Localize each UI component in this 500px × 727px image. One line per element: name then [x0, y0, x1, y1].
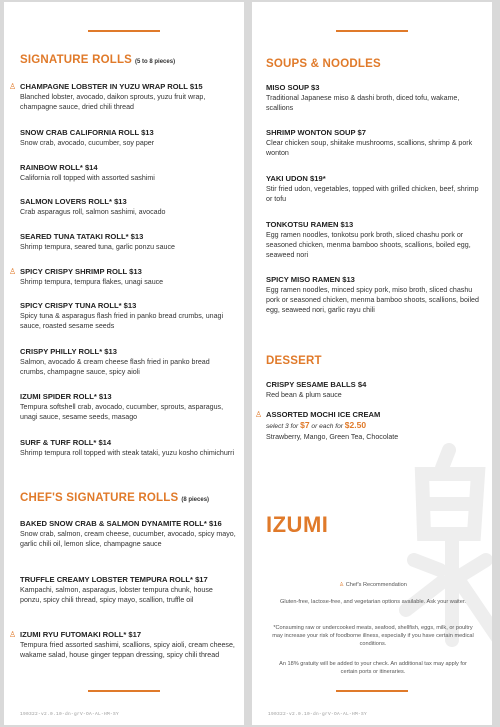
menu-item	[20, 197, 236, 217]
menu-item	[9, 630, 236, 660]
item-description: Kampachi, salmon, asparagus, lobster tempura chunk, house ponzu, spicy chili thread, spicy mayo, scallion, truffle oil	[20, 586, 213, 605]
menu-item	[20, 347, 236, 377]
item-description: Red bean & plum sauce	[266, 391, 342, 399]
item-description: Tempura softshell crab, avocado, cucumber, sprouts, asparagus, unagi sauce, sesame seeds, masago	[20, 403, 224, 422]
item-name: RAINBOW ROLL* $14	[20, 163, 98, 172]
menu-item	[9, 267, 236, 287]
item-description: Clear chicken soup, shiitake mushrooms, scallions, shrimp & pork wonton	[266, 139, 473, 158]
chef-recommendation-icon: ♙	[9, 267, 17, 276]
section-title-soups-noodles: SOUPS & NOODLES	[266, 58, 381, 70]
item-name: TONKOTSU RAMEN $13	[266, 220, 354, 229]
item-description: Strawberry, Mango, Green Tea, Chocolate	[266, 433, 399, 441]
menu-page-right	[252, 2, 492, 725]
top-rule	[88, 30, 160, 32]
chef-recommendation-legend: ♙ Chef's Recommendation	[339, 582, 407, 588]
bottom-rule	[88, 690, 160, 692]
item-name: SHRIMP WONTON SOUP $7	[266, 128, 367, 137]
item-name: BAKED SNOW CRAB & SALMON DYNAMITE ROLL* $16	[20, 519, 222, 528]
item-description: Shrimp tempura, seared tuna, garlic ponzu sauce	[20, 243, 175, 251]
footer-code: 190322-v2.0.10-dn-grV-OA-AL-HM-SY	[20, 712, 120, 717]
top-rule	[336, 30, 408, 32]
item-name: IZUMI SPIDER ROLL* $13	[20, 392, 112, 401]
item-name: ASSORTED MOCHI ICE CREAM	[266, 410, 381, 419]
item-name: SPICY CRISPY TUNA ROLL* $13	[20, 301, 137, 310]
bottom-rule	[336, 690, 408, 692]
menu-item-mochi	[255, 410, 484, 442]
item-name: CRISPY PHILLY ROLL* $13	[20, 347, 117, 356]
menu-item	[266, 275, 484, 316]
mochi-pricing: select 3 for $7 or each for $2.50	[266, 420, 367, 430]
menu-item	[20, 519, 236, 549]
menu-item	[266, 83, 484, 113]
section-title-signature-rolls: SIGNATURE ROLLS (5 to 8 pieces)	[20, 54, 176, 66]
raw-food-notice: *Consuming raw or undercooked meats, seafood, shellfish, eggs, milk, or poultry may increase your risk of foodborne illness, especially if you have certain medical conditions.	[272, 625, 474, 648]
section-title-chefs-signature-rolls: CHEF'S SIGNATURE ROLLS (8 pieces)	[20, 492, 210, 504]
section-title-dessert: DESSERT	[266, 355, 322, 367]
menu-item	[9, 82, 236, 112]
item-description: Blanched lobster, avocado, daikon sprouts, yuzu fruit wrap, champagne sauce, dried chili thread	[20, 93, 206, 112]
menu-item	[266, 174, 484, 204]
item-name: CHAMPAGNE LOBSTER IN YUZU WRAP ROLL $15	[20, 82, 203, 91]
item-name: CRISPY SESAME BALLS $4	[266, 380, 367, 389]
menu-item	[20, 301, 236, 331]
item-name: TRUFFLE CREAMY LOBSTER TEMPURA ROLL* $17	[20, 575, 208, 584]
footer-code: 190322-v2.0.10-dn-grV-OA-AL-HM-SY	[268, 712, 368, 717]
item-description: Shrimp tempura roll topped with steak tataki, yuzu kosho chimichurri	[20, 449, 235, 457]
item-description: Spicy tuna & asparagus flash fried in panko bread crumbs, unagi sauce, roasted sesame seeds	[20, 312, 224, 331]
chef-recommendation-icon: ♙	[9, 82, 17, 91]
item-description: California roll topped with assorted sashimi	[20, 174, 155, 182]
item-name: SALMON LOVERS ROLL* $13	[20, 197, 127, 206]
menu-item	[266, 380, 484, 400]
chef-recommendation-icon: ♙	[9, 630, 17, 639]
menu-item	[20, 392, 236, 422]
menu-item	[266, 220, 484, 261]
kanji-watermark	[394, 442, 492, 652]
menu-item	[20, 128, 236, 148]
item-name: SPICY MISO RAMEN $13	[266, 275, 355, 284]
chef-recommendation-icon: ♙	[339, 582, 345, 588]
chef-recommendation-icon: ♙	[255, 410, 263, 419]
item-name: SPICY CRISPY SHRIMP ROLL $13	[20, 267, 142, 276]
item-description: Snow crab, salmon, cream cheese, cucumber, avocado, spicy mayo, garlic chili oil, lemon slice, champagne sauce	[20, 530, 236, 549]
izumi-logo: IZUMI	[266, 512, 329, 537]
item-description: Traditional Japanese miso & dashi broth, diced tofu, wakame, scallions	[266, 94, 460, 113]
menu-item	[20, 232, 236, 252]
item-name: MISO SOUP $3	[266, 83, 320, 92]
item-description: Salmon, avocado & cream cheese flash fried in panko bread crumbs, champagne sauce, spicy aioli	[20, 358, 210, 377]
dietary-note: Gluten-free, lactose-free, and vegetarian options available. Ask your waiter.	[280, 599, 466, 605]
item-name: SNOW CRAB CALIFORNIA ROLL $13	[20, 128, 154, 137]
item-description: Egg ramen noodles, tonkotsu pork broth, sliced chashu pork or seasoned chicken, menma bamboo shoots, scallions, boiled egg, seaweed nori	[266, 231, 471, 260]
item-description: Shrimp tempura, tempura flakes, unagi sauce	[20, 278, 164, 286]
menu-item	[20, 438, 236, 458]
menu-item	[266, 128, 484, 158]
item-description: Stir fried udon, vegetables, topped with grilled chicken, beef, shrimp or tofu	[266, 185, 479, 204]
item-description: Egg ramen noodles, minced spicy pork, miso broth, sliced chashu pork or seasoned chicken, menma bamboo shoots, scallions, boiled egg, seaweed nori, garlic rayu chili	[266, 286, 479, 315]
item-description: Crab asparagus roll, salmon sashimi, avocado	[20, 208, 166, 216]
menu-item	[20, 163, 236, 183]
item-name: IZUMI RYU FUTOMAKI ROLL* $17	[20, 630, 142, 639]
gratuity-note: An 18% gratuity will be added to your check. An additional tax may apply for certain ports or itineraries.	[279, 661, 467, 676]
menu-page-left	[4, 2, 244, 725]
menu-item	[20, 575, 236, 605]
item-name: SEARED TUNA TATAKI ROLL* $13	[20, 232, 144, 241]
item-name: YAKI UDON $19*	[266, 174, 326, 183]
item-description: Snow crab, avocado, cucumber, soy paper	[20, 139, 155, 147]
item-name: SURF & TURF ROLL* $14	[20, 438, 112, 447]
item-description: Tempura fried assorted sashimi, scallions, spicy aioli, cream cheese, wakame salad, house ginger teppan dressing, spicy chili thread	[20, 641, 235, 660]
